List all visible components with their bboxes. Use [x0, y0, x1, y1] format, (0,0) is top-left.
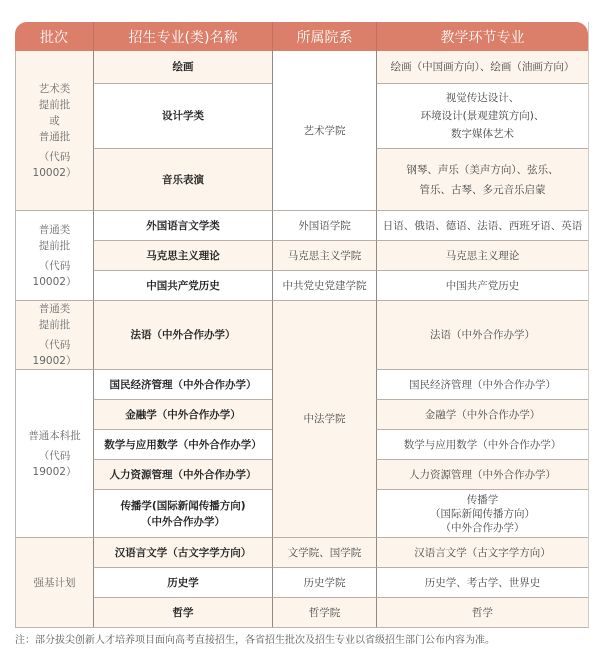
batch-art [15, 51, 93, 210]
batch-code: （代码10002） [32, 150, 77, 179]
teaching-line: （中外合作办学） [440, 521, 525, 534]
school-cell: 艺术学院 [272, 51, 376, 210]
header-teaching: 教学环节专业 [376, 22, 588, 51]
table-row [15, 210, 588, 240]
major-cell: 金融学（中外合作办学） [93, 399, 272, 429]
major-cell: 外国语言文学类 [93, 210, 272, 240]
teaching-line: 管乐、古琴、多元音乐启蒙 [419, 183, 546, 196]
batch-strong-base [15, 537, 93, 627]
major-cell: 音乐表演 [93, 148, 272, 210]
teaching-cell: 法语（中外合作办学） [376, 300, 588, 369]
school-cell: 外国语学院 [272, 210, 376, 240]
table-row [15, 300, 588, 369]
batch-regular [15, 369, 93, 537]
school-cell: 中共党史党建学院 [272, 270, 376, 300]
major-cell: 哲学 [93, 597, 272, 627]
major-line: （中外合作办学） [141, 515, 225, 528]
batch-code: （代码10002） [32, 259, 77, 288]
admissions-table [15, 22, 589, 628]
major-cell: 马克思主义理论 [93, 240, 272, 270]
teaching-cell: 汉语言文学（古文字学方向） [376, 537, 588, 567]
table-row [15, 51, 588, 83]
table-row [15, 537, 588, 567]
table-row [15, 240, 588, 270]
teaching-line: 环境设计(景观建筑方向)、 [420, 110, 545, 122]
batch-code: （代码19002） [32, 339, 77, 367]
table-row [15, 270, 588, 300]
table-row [15, 567, 588, 597]
teaching-cell: 国民经济管理（中外合作办学） [376, 369, 588, 399]
teaching-cell [376, 83, 588, 148]
teaching-cell: 数学与应用数学（中外合作办学） [376, 429, 588, 459]
teaching-cell: 人力资源管理（中外合作办学） [376, 459, 588, 489]
teaching-cell [376, 489, 588, 537]
batch-line: 艺术类 [38, 82, 71, 95]
teaching-cell: 日语、俄语、德语、法语、西班牙语、英语 [376, 210, 588, 240]
batch-general-early [15, 210, 93, 300]
teaching-line: 视觉传达设计、 [445, 92, 520, 104]
batch-line: 普通批 [38, 130, 71, 143]
batch-line: 普通类 [38, 303, 71, 315]
teaching-line: 数字媒体艺术 [451, 128, 514, 140]
school-cell: 文学院、国学院 [272, 537, 376, 567]
school-cell: 马克思主义学院 [272, 240, 376, 270]
major-cell: 绘画 [93, 51, 272, 83]
teaching-line: 钢琴、声乐（美声方向）、弦乐、 [406, 163, 559, 176]
major-line: 传播学(国际新闻传播方向) [120, 499, 246, 512]
teaching-line: （国际新闻传播方向） [430, 507, 535, 520]
header-school: 所属院系 [272, 22, 376, 51]
batch-line: 或 [49, 114, 60, 127]
header-batch: 批次 [15, 22, 93, 51]
major-cell: 中国共产党历史 [93, 270, 272, 300]
school-cell: 中法学院 [272, 300, 376, 537]
major-cell: 汉语言文学（古文字学方向） [93, 537, 272, 567]
teaching-cell: 金融学（中外合作办学） [376, 399, 588, 429]
teaching-cell: 历史学、考古学、世界史 [376, 567, 588, 597]
batch-line: 提前批 [38, 319, 71, 331]
teaching-cell: 中国共产党历史 [376, 270, 588, 300]
batch-line: 强基计划 [33, 576, 76, 589]
teaching-cell: 马克思主义理论 [376, 240, 588, 270]
batch-line: 普通类 [38, 223, 71, 236]
major-cell: 人力资源管理（中外合作办学） [93, 459, 272, 489]
table-header [15, 22, 588, 51]
batch-line: 提前批 [38, 239, 71, 252]
batch-code: （代码19002） [32, 449, 77, 478]
teaching-cell: 哲学 [376, 597, 588, 627]
table-row [15, 597, 588, 627]
major-cell: 法语（中外合作办学） [93, 300, 272, 369]
header-major: 招生专业(类)名称 [93, 22, 272, 51]
batch-line: 普通本科批 [28, 429, 81, 442]
footnote: 注：部分拔尖创新人才培养项目面向高考直接招生，各省招生批次及招生专业以省级招生部门公布内容为准。 [15, 635, 495, 646]
major-cell: 数学与应用数学（中外合作办学） [93, 429, 272, 459]
teaching-line: 传播学 [466, 493, 499, 506]
batch-general-early-sino [15, 300, 93, 369]
teaching-cell [376, 148, 588, 210]
school-cell: 历史学院 [272, 567, 376, 597]
major-cell [93, 489, 272, 537]
major-cell: 设计学类 [93, 83, 272, 148]
major-cell: 国民经济管理（中外合作办学） [93, 369, 272, 399]
batch-line: 提前批 [38, 98, 71, 111]
school-cell: 哲学院 [272, 597, 376, 627]
major-cell: 历史学 [93, 567, 272, 597]
teaching-cell: 绘画（中国画方向）、绘画（油画方向） [376, 51, 588, 83]
